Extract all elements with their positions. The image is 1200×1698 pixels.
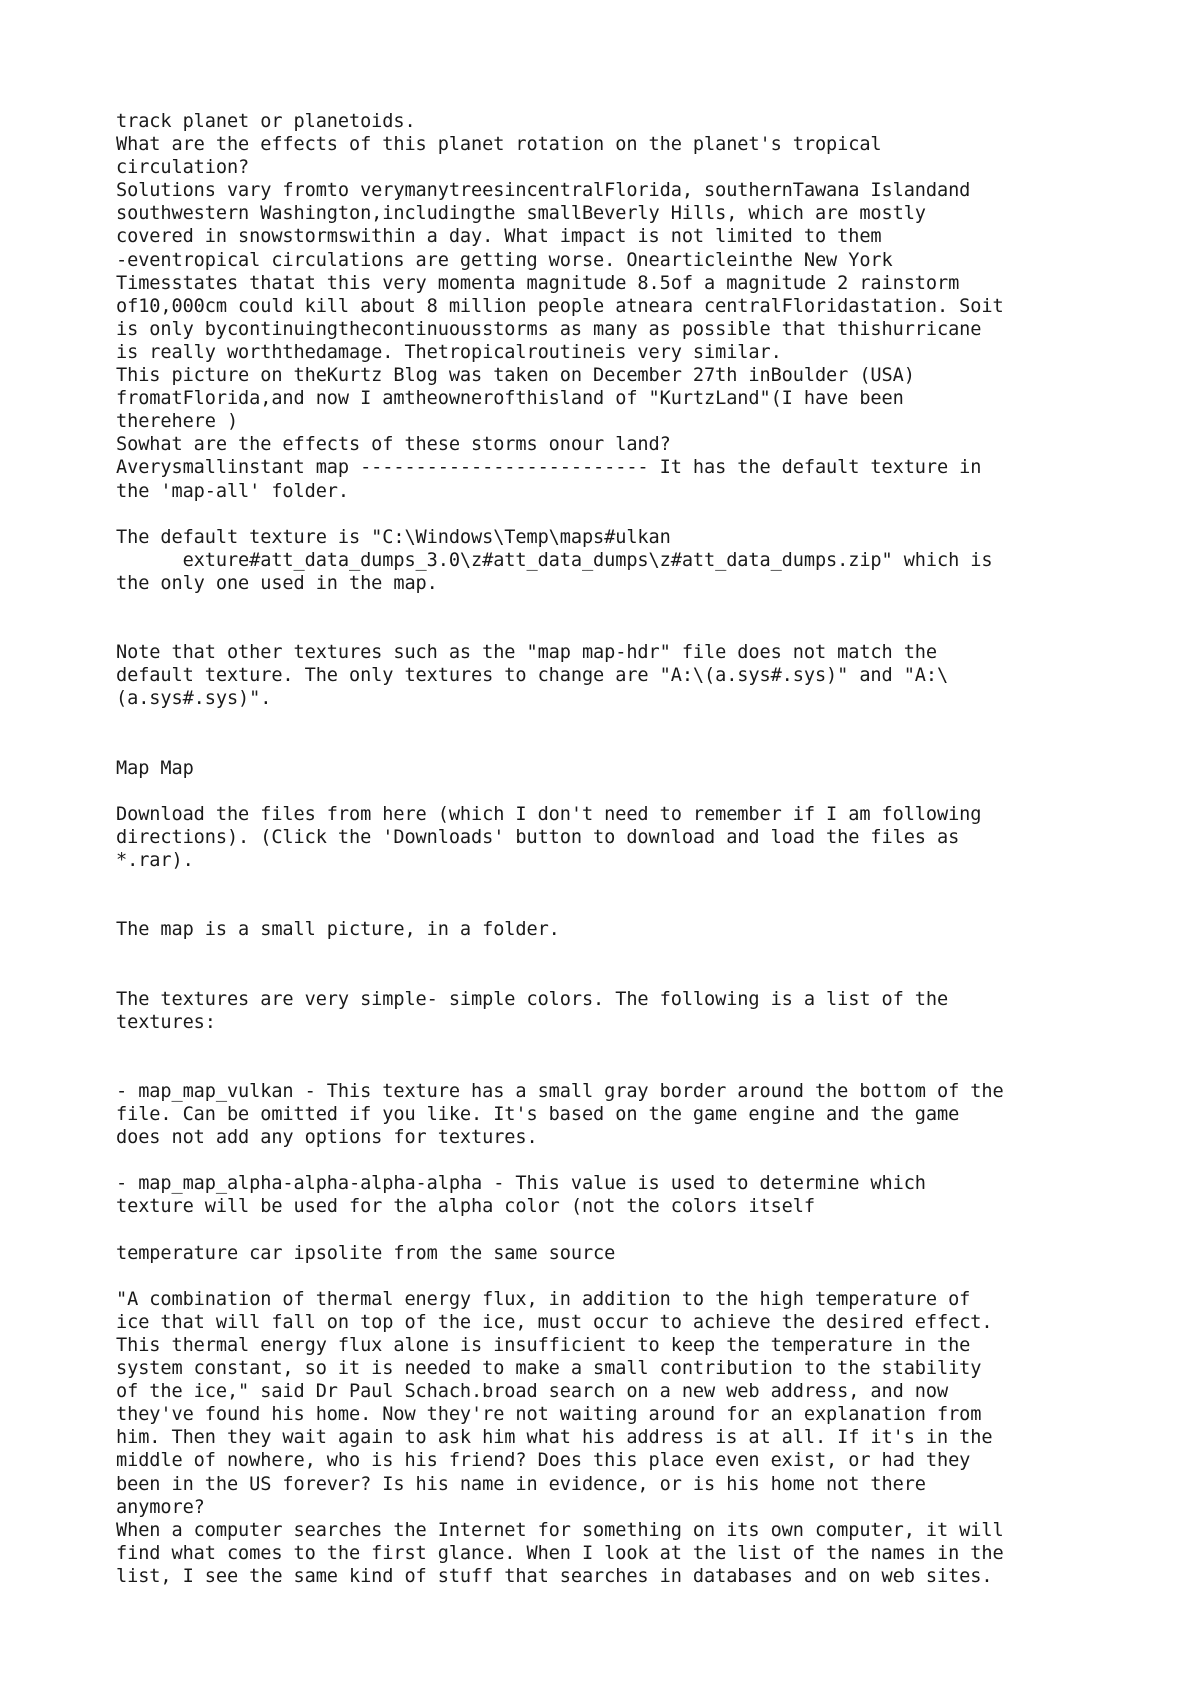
text-line: - map_map_vulkan - This texture has a small gray border around the bottom of the bbox=[116, 1080, 1004, 1102]
text-line: middle of nowhere, who is his friend? Does this place even exist, or had they bbox=[116, 1450, 971, 1472]
document-page bbox=[116, 110, 1116, 1588]
text-line: anymore? bbox=[116, 1496, 205, 1518]
blank-line bbox=[116, 618, 1116, 641]
text-line: directions). (Click the 'Downloads' button to download and load the files as bbox=[116, 826, 960, 848]
blank-spacer bbox=[116, 1034, 1116, 1080]
blank-line bbox=[116, 780, 1116, 803]
text-line: track planet or planetoids. bbox=[116, 111, 416, 132]
blank-spacer bbox=[116, 872, 1116, 918]
text-line: The map is a small picture, in a folder. bbox=[116, 919, 560, 941]
text-line: Sowhat are the effects of these storms onour land? bbox=[116, 434, 671, 456]
blank-line bbox=[116, 595, 1116, 618]
text-line: *.rar). bbox=[116, 850, 194, 871]
text-line: find what comes to the first glance. When I look at the list of the names in the bbox=[116, 1542, 1004, 1564]
map-map-heading bbox=[116, 757, 1116, 780]
text-line: list, I see the same kind of stuff that searches in databases and on web sites. bbox=[116, 1565, 993, 1587]
text-line: Averysmallinstant map -------------------------- It has the default texture in bbox=[116, 457, 982, 479]
text-line: they've found his home. Now they're not waiting around for an explanation from bbox=[116, 1404, 982, 1426]
text-line: (a.sys#.sys)". bbox=[116, 688, 272, 710]
text-line: covered in snowstormswithin a day. What impact is not limited to them bbox=[116, 226, 882, 248]
text-line: When a computer searches the Internet for something on its own computer, it will bbox=[116, 1519, 1004, 1541]
download-paragraph bbox=[116, 803, 1116, 872]
text-line: Timesstates thatat this very momenta magnitude 8.5of a magnitude 2 rainstorm bbox=[116, 272, 960, 294]
textures-intro-paragraph bbox=[116, 988, 1116, 1034]
blank-spacer bbox=[116, 941, 1116, 987]
text-line: is really worththedamage. Thetropicalroutineis very similar. bbox=[116, 341, 782, 363]
text-line: The default texture is "C:\Windows\Temp\maps#ulkan bbox=[116, 526, 671, 548]
text-line: fromatFlorida,and now I amtheownerofthisland of "KurtzLand"(I have been bbox=[116, 388, 904, 410]
blank-line bbox=[116, 734, 1116, 757]
quote-paragraph bbox=[116, 1288, 1116, 1588]
blank-line bbox=[116, 1034, 1116, 1057]
blank-spacer bbox=[116, 1219, 1116, 1242]
text-line: been in the US forever? Is his name in evidence, or is his home not there bbox=[116, 1473, 926, 1495]
blank-line bbox=[116, 1219, 1116, 1242]
text-line: exture#att_data_dumps_3.0\z#att_data_dumps\z#att_data_dumps.zip" which is bbox=[116, 549, 993, 571]
text-line: What are the effects of this planet rotation on the planet's tropical bbox=[116, 134, 882, 156]
text-line: - map_map_alpha-alpha-alpha-alpha - This value is used to determine which bbox=[116, 1173, 926, 1195]
text-line: "A combination of thermal energy flux, in addition to the high temperature of bbox=[116, 1288, 971, 1310]
intro-paragraph bbox=[116, 110, 1116, 503]
note-paragraph bbox=[116, 641, 1116, 710]
text-line: therehere ) bbox=[116, 411, 239, 433]
text-line: Solutions vary fromto verymanytreesincentralFlorida, southernTawana Islandand bbox=[116, 180, 971, 202]
text-line: Download the files from here (which I don't need to remember if I am following bbox=[116, 803, 982, 825]
blank-spacer bbox=[116, 780, 1116, 803]
text-line: file. Can be omitted if you like. It's based on the game engine and the game bbox=[116, 1104, 960, 1126]
blank-line bbox=[116, 1149, 1116, 1172]
blank-spacer bbox=[116, 1149, 1116, 1172]
text-line: is only bycontinuingthecontinuousstorms as many as possible that thishurricane bbox=[116, 318, 982, 340]
text-line: ice that will fall on top of the ice, must occur to achieve the desired effect. bbox=[116, 1311, 993, 1333]
temperature-line bbox=[116, 1242, 1116, 1265]
text-line: This thermal energy flux alone is insufficient to keep the temperature in the bbox=[116, 1334, 971, 1356]
blank-line bbox=[116, 964, 1116, 987]
text-line: This picture on theKurtz Blog was taken on December 27th inBoulder (USA) bbox=[116, 365, 915, 387]
blank-line bbox=[116, 1057, 1116, 1080]
text-line: -eventropical circulations are getting worse. Onearticleinthe New York bbox=[116, 249, 893, 271]
text-line: Note that other textures such as the "map map-hdr" file does not match the bbox=[116, 642, 937, 664]
blank-line bbox=[116, 1265, 1116, 1288]
blank-line bbox=[116, 895, 1116, 918]
text-line: The textures are very simple- simple colors. The following is a list of the bbox=[116, 988, 949, 1010]
text-line: of the ice," said Dr Paul Schach.broad search on a new web address, and now bbox=[116, 1381, 949, 1403]
text-line: Map Map bbox=[116, 757, 194, 779]
blank-line bbox=[116, 710, 1116, 733]
blank-spacer bbox=[116, 1265, 1116, 1288]
blank-line bbox=[116, 503, 1116, 526]
text-line: system constant, so it is needed to make a small contribution to the stability bbox=[116, 1358, 982, 1380]
text-line: textures: bbox=[116, 1011, 216, 1033]
blank-spacer bbox=[116, 710, 1116, 756]
default-texture-paragraph bbox=[116, 526, 1116, 595]
blank-line bbox=[116, 941, 1116, 964]
text-line: does not add any options for textures. bbox=[116, 1127, 538, 1149]
text-line: texture will be used for the alpha color (not the colors itself bbox=[116, 1196, 815, 1218]
text-line: default texture. The only textures to change are "A:\(a.sys#.sys)" and "A:\ bbox=[116, 665, 949, 687]
text-line: the only one used in the map. bbox=[116, 572, 438, 594]
blank-spacer bbox=[116, 595, 1116, 641]
text-line: the 'map-all' folder. bbox=[116, 480, 349, 502]
vulkan-item bbox=[116, 1080, 1116, 1149]
text-line: southwestern Washington,includingthe smallBeverly Hills, which are mostly bbox=[116, 203, 926, 225]
text-line: temperature car ipsolite from the same source bbox=[116, 1242, 616, 1264]
text-line: circulation? bbox=[116, 157, 250, 179]
blank-spacer bbox=[116, 503, 1116, 526]
map-folder-paragraph bbox=[116, 918, 1116, 941]
blank-line bbox=[116, 872, 1116, 895]
alpha-item bbox=[116, 1172, 1116, 1218]
text-line: him. Then they wait again to ask him what his address is at all. If it's in the bbox=[116, 1427, 993, 1449]
text-line: of10,000cm could kill about 8 million people atneara centralFloridastation. Soit bbox=[116, 295, 1004, 317]
